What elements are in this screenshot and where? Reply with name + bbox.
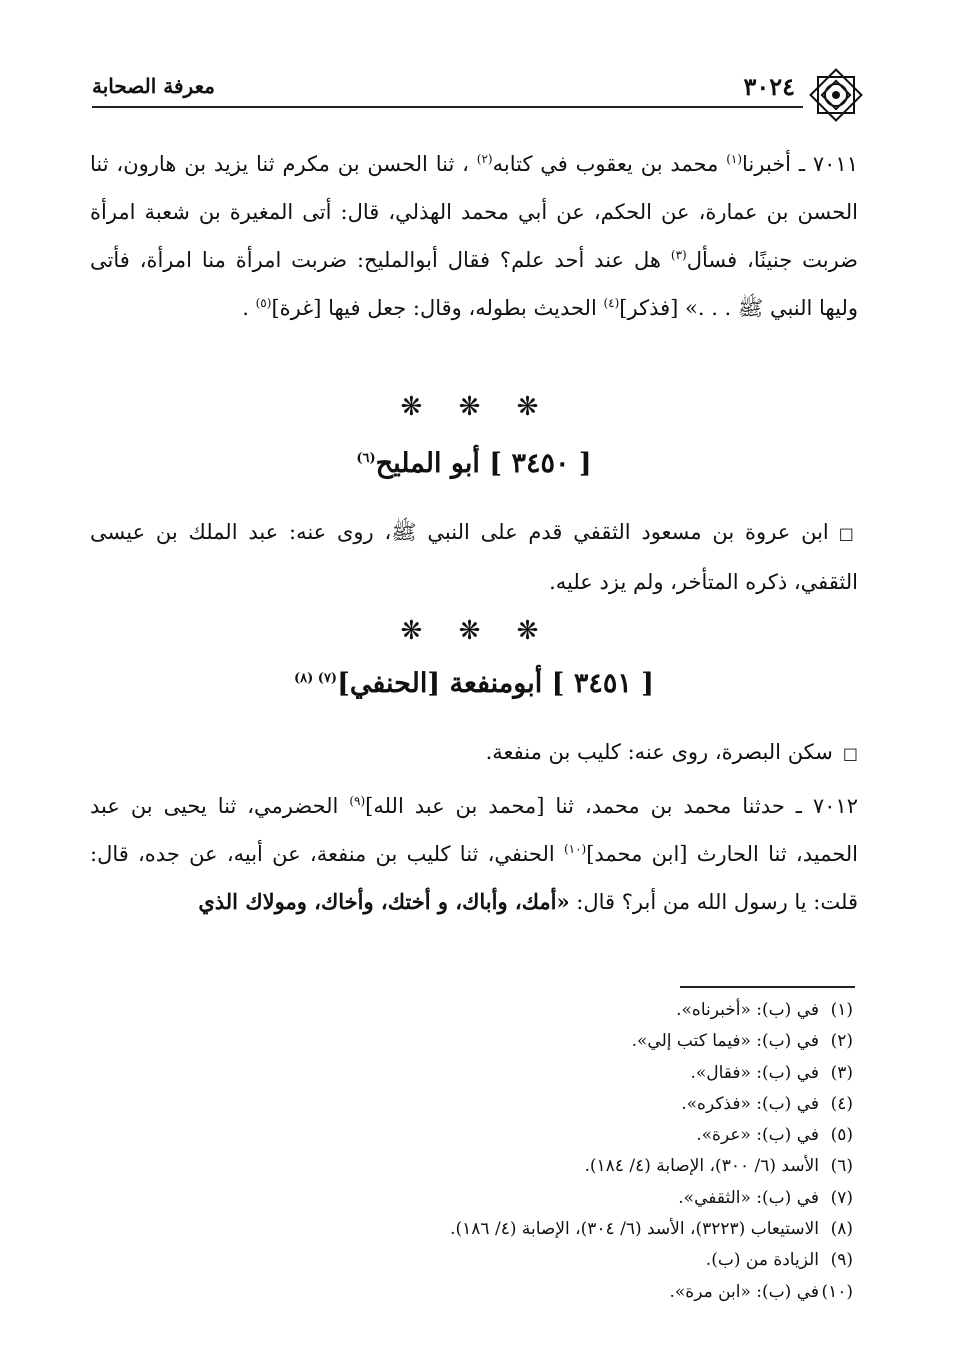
footnote-ref: (٧) (٨) bbox=[293, 671, 338, 686]
footnote-number: (٨) bbox=[830, 1219, 853, 1240]
footnote-text: في (ب): «أخبرناه». bbox=[676, 1000, 819, 1020]
page-number: ٣٠٢٤ bbox=[743, 72, 795, 101]
footnote-text: الزيادة من (ب). bbox=[705, 1250, 819, 1271]
section-separator: ❋ ❋ ❋ bbox=[400, 392, 553, 422]
hadith-text: هل عند أحد علم؟ فقال أبوالمليح: ضربت امرأة منا امرأة، فأتى وليها النبي ﷺ . . .» [فذكر] bbox=[90, 248, 858, 320]
footnote-number: (٧) bbox=[830, 1187, 853, 1208]
footnote-text: الأسد (٦/ ٣٠٠)، الإصابة (٤/ ١٨٤). bbox=[584, 1156, 819, 1177]
entry-body-3450 bbox=[90, 508, 858, 606]
square-bullet-icon: □ bbox=[842, 744, 858, 763]
page-header bbox=[92, 62, 865, 120]
running-book-title: معرفة الصحابة bbox=[92, 74, 215, 98]
square-bullet-icon: □ bbox=[838, 524, 858, 543]
entry-body-3451 bbox=[90, 728, 858, 778]
footnote-ref: (٢) bbox=[476, 152, 493, 166]
footnote-ref: (٤) bbox=[603, 296, 620, 310]
footnote-number: (١) bbox=[830, 1000, 853, 1020]
footnote-ref: (٦) bbox=[356, 451, 376, 466]
footnote-text: في (ب): «ابن مرة». bbox=[669, 1281, 819, 1302]
footnote-item bbox=[300, 1026, 853, 1057]
footnote-divider bbox=[680, 986, 855, 988]
footnote-item bbox=[300, 1183, 853, 1214]
hadith-text: الحنفي، ثنا كليب بن منفعة، عن أبيه، عن جده، قال: قلت: يا رسول الله من أبر؟ قال: bbox=[90, 842, 858, 914]
footnote-ref: (٥) bbox=[255, 296, 272, 310]
footnote-item bbox=[300, 1089, 853, 1120]
footnote-item bbox=[300, 1214, 853, 1245]
footnote-number: (٤) bbox=[830, 1093, 853, 1114]
hadith-quote: «أمك، وأباك، و أختك، وأخاك، ومولاك الذي bbox=[198, 889, 570, 914]
hadith-7012 bbox=[90, 782, 858, 926]
hadith-7011 bbox=[90, 140, 858, 332]
entry-heading-3451 bbox=[90, 668, 858, 699]
footnote-number: (١٠) bbox=[821, 1281, 853, 1302]
footnotes bbox=[300, 995, 853, 1308]
footnote-number: (٩) bbox=[830, 1250, 853, 1271]
hadith-text: الحديث بطوله، وقال: جعل فيها [غرة] bbox=[271, 296, 604, 320]
footnote-text: في (ب): «فقال». bbox=[690, 1062, 819, 1083]
hadith-text: محمد بن يعقوب في كتابه bbox=[492, 152, 727, 176]
footnote-item bbox=[300, 1277, 853, 1308]
footnote-text: الاستيعاب (٣٢٢٣)، الأسد (٦/ ٣٠٤)، الإصابة (٤/ ١٨٦). bbox=[450, 1219, 819, 1240]
footnote-item bbox=[300, 1120, 853, 1151]
header-divider bbox=[92, 106, 803, 108]
entry-title: [ ٣٤٥٠ ] أبو المليح bbox=[375, 448, 592, 479]
hadith-text: الحضرمي، ثنا يحيى بن عبد الحميد، ثنا الحارث [ابن محمد] bbox=[90, 794, 858, 866]
footnote-number: (٦) bbox=[830, 1156, 853, 1177]
footnote-text: في (ب): «فذكره». bbox=[681, 1093, 819, 1114]
footnote-text: في (ب): «عرة». bbox=[696, 1125, 819, 1146]
footnote-ref: (٩) bbox=[349, 794, 366, 808]
hadith-text: . bbox=[242, 296, 256, 320]
hadith-text: ٧٠١٢ ـ حدثنا محمد بن محمد، ثنا [محمد بن عبد الله] bbox=[365, 794, 858, 818]
hadith-text: ، ثنا الحسن بن مكرم ثنا يزيد بن هارون، ثنا الحسن بن عمارة، عن الحكم، عن أبي محمد الهذلي، قال: أتى المغيرة بن شعبة امرأة ضربت جنينًا، فسأل bbox=[90, 152, 858, 272]
footnote-number: (٥) bbox=[830, 1125, 853, 1146]
footnote-item bbox=[300, 1151, 853, 1182]
footnote-text: في (ب): «الثقفي». bbox=[678, 1187, 819, 1208]
hadith-text: ٧٠١١ ـ أخبرنا bbox=[742, 152, 858, 176]
footnote-item bbox=[300, 1058, 853, 1089]
section-separator: ❋ ❋ ❋ bbox=[400, 616, 553, 646]
entry-text: ابن عروة بن مسعود الثقفي قدم على النبي ﷺ، روى عنه: عبد الملك بن عيسى الثقفي، ذكره المتأخر، ولم يزد عليه. bbox=[90, 520, 858, 594]
entry-heading-3450 bbox=[90, 448, 858, 479]
entry-text: سكن البصرة، روى عنه: كليب بن منفعة. bbox=[485, 740, 833, 764]
footnote-text: في (ب): «فيما كتب إلي». bbox=[631, 1031, 819, 1052]
footnote-number: (٣) bbox=[830, 1062, 853, 1083]
footnote-item bbox=[300, 995, 853, 1026]
footnote-number: (٢) bbox=[830, 1031, 853, 1052]
footnote-item bbox=[300, 1245, 853, 1276]
entry-title: [ ٣٤٥١ ] أبومنفعة [الحنفي] bbox=[337, 668, 655, 699]
footnote-ref: (١) bbox=[726, 152, 743, 166]
footnote-ref: (٣) bbox=[670, 248, 687, 262]
octagram-ornament-icon bbox=[807, 66, 865, 124]
footnote-ref: (١٠) bbox=[563, 842, 587, 856]
